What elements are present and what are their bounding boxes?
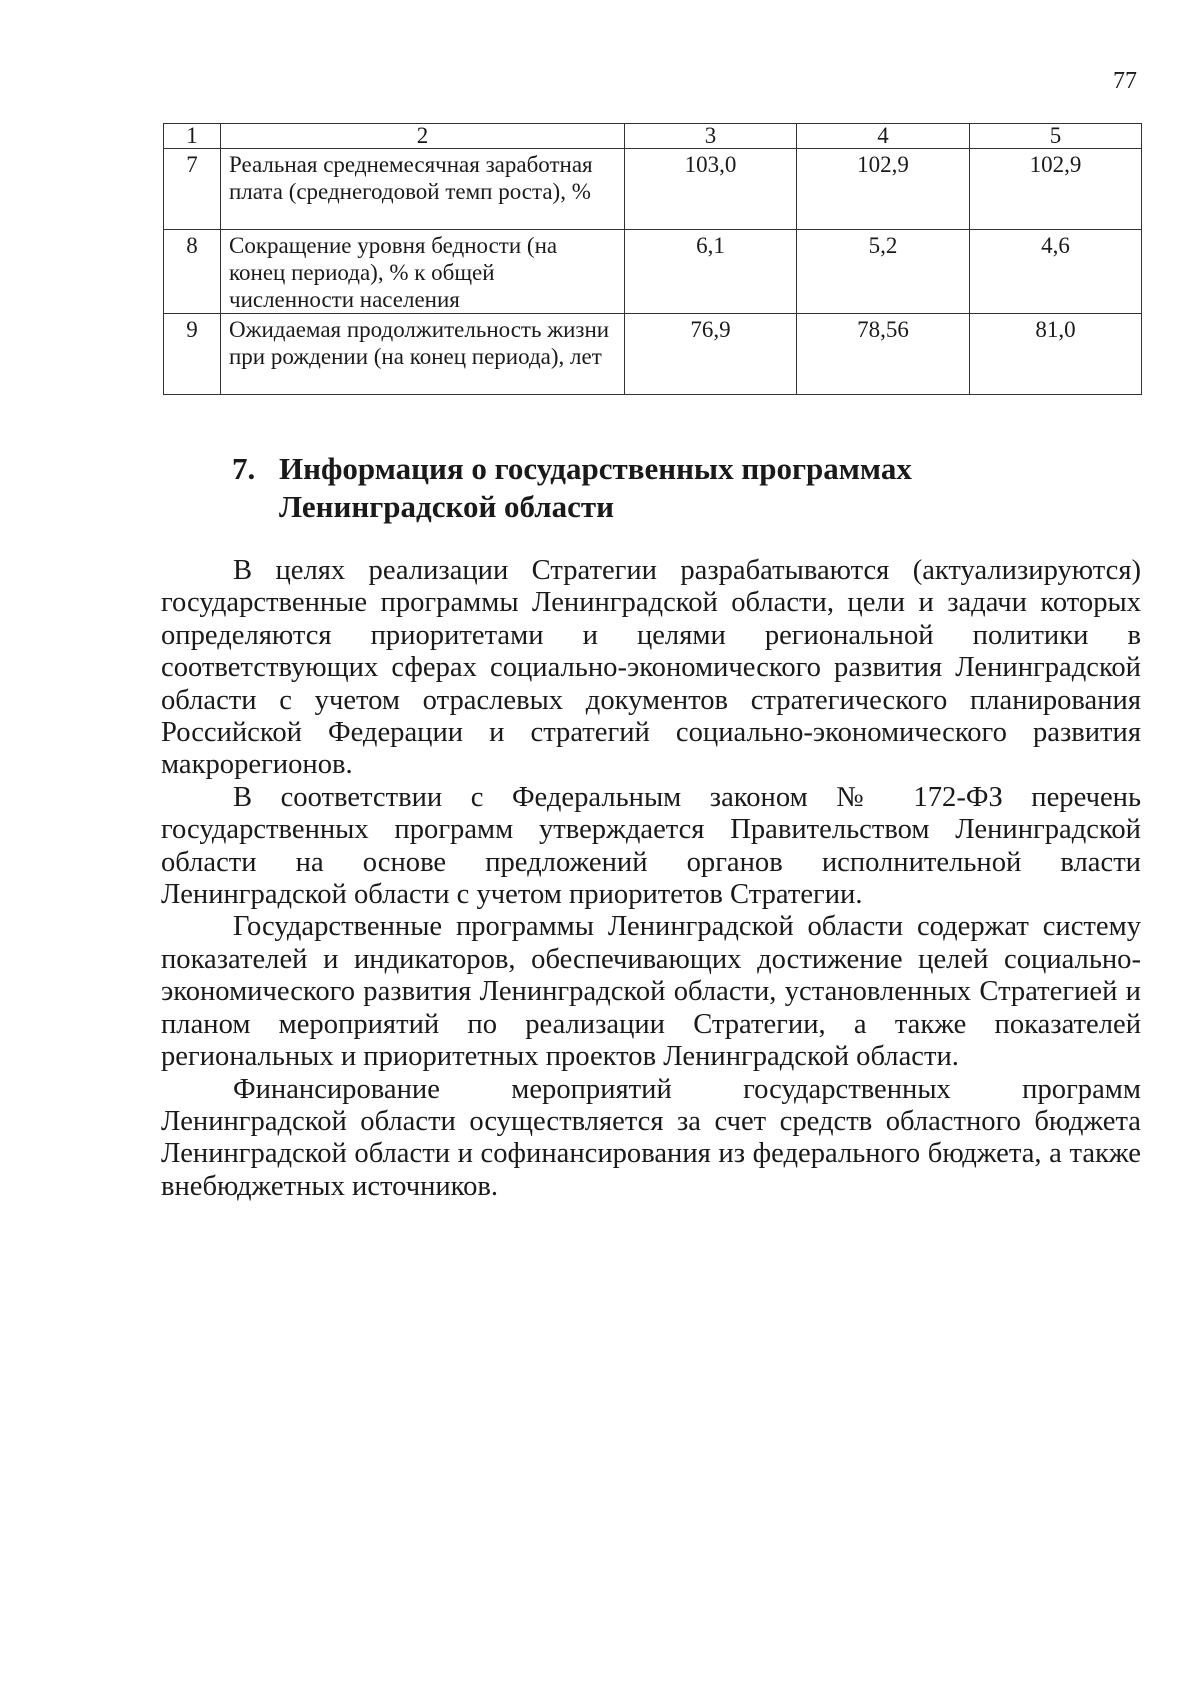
table-row (164, 149, 1142, 230)
value-cell: 78,56 (797, 314, 970, 395)
indicators-table (163, 123, 1142, 395)
value-cell: 4,6 (970, 230, 1142, 314)
value-cell: 5,2 (797, 230, 970, 314)
paragraph: В целях реализации Стратегии разрабатываются (актуализируются) государственные программы Ленинградской области, цели и задачи которых определяются приоритетами и целями региональной политики в соответствующих сферах социально-экономического развития Ленинградской области с учетом отраслевых документов стратегического планирования Российской Федерации и стратегий социально-экономического развития макрорегионов. (161, 555, 1141, 781)
table-row (164, 230, 1142, 314)
value-cell: 102,9 (970, 149, 1142, 230)
header-cell: 1 (164, 124, 221, 149)
section-body (161, 555, 1141, 1203)
section-heading (232, 450, 1132, 526)
page-number: 77 (1113, 68, 1137, 94)
paragraph: Государственные программы Ленинградской области содержат систему показателей и индикаторов, обеспечивающих достижение целей социально-экономического развития Ленинградской области, установленных Стратегией и планом мероприятий по реализации Стратегии, а также показателей региональных и приоритетных проектов Ленинградской области. (161, 911, 1141, 1073)
table-header-row (164, 124, 1142, 149)
indicator-name: Сокращение уровня бедности (на конец периода), % к общей численности населения (221, 230, 625, 314)
paragraph: В соответствии с Федеральным законом № 172-ФЗ перечень государственных программ утверждается Правительством Ленинградской области на основе предложений органов исполнительной власти Ленинградской области с учетом приоритетов Стратегии. (161, 781, 1141, 911)
value-cell: 6,1 (625, 230, 797, 314)
value-cell: 103,0 (625, 149, 797, 230)
section-title-line1: Информация о государственных программах (279, 451, 912, 486)
header-cell: 5 (970, 124, 1142, 149)
indicator-name: Реальная среднемесячная заработная плата (среднегодовой темп роста), % (221, 149, 625, 230)
row-number: 8 (164, 230, 221, 314)
header-cell: 4 (797, 124, 970, 149)
table-row (164, 314, 1142, 395)
paragraph: Финансирование мероприятий государственных программ Ленинградской области осуществляется за счет средств областного бюджета Ленинградской области и софинансирования из федерального бюджета, а также внебюджетных источников. (161, 1073, 1141, 1202)
value-cell: 102,9 (797, 149, 970, 230)
indicator-name: Ожидаемая продолжительность жизни при рождении (на конец периода), лет (221, 314, 625, 395)
header-cell: 2 (221, 124, 625, 149)
section-number: 7. (232, 451, 256, 486)
value-cell: 81,0 (970, 314, 1142, 395)
value-cell: 76,9 (625, 314, 797, 395)
header-cell: 3 (625, 124, 797, 149)
row-number: 9 (164, 314, 221, 395)
section-title-line2: Ленинградской области (279, 489, 615, 524)
row-number: 7 (164, 149, 221, 230)
